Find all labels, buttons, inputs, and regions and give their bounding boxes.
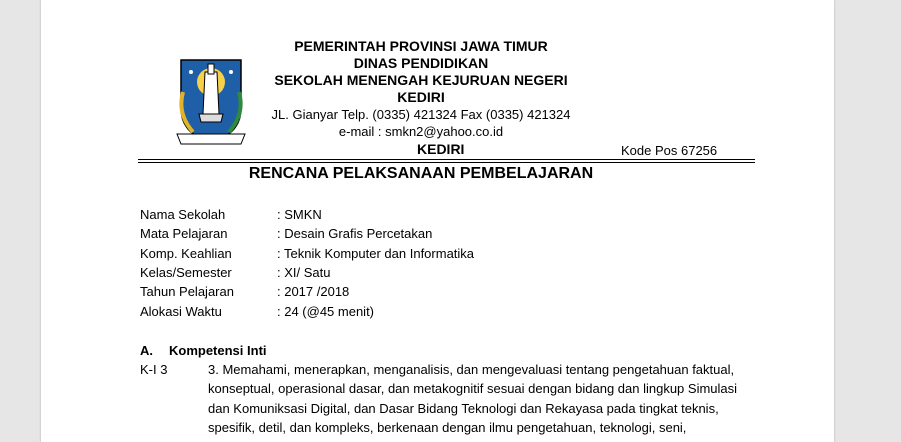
header-postal-code: Kode Pos 67256 <box>621 143 718 158</box>
identity-label: Komp. Keahlian <box>140 246 232 261</box>
header-divider-thick <box>138 159 755 160</box>
identity-value: : 24 (@45 menit) <box>277 304 375 319</box>
ki-text-line: spesifik, detil, dan kompleks, berkenaan dengan ilmu pengetahuan, teknologi, seni, <box>208 420 687 435</box>
header-city-footer: KEDIRI <box>417 141 465 157</box>
identity-value: : SMKN <box>277 207 322 222</box>
document-page <box>41 0 834 442</box>
identity-label: Tahun Pelajaran <box>140 284 234 299</box>
header-school-name: SEKOLAH MENENGAH KEJURUAN NEGERI <box>274 72 568 88</box>
header-divider-thin <box>138 162 755 163</box>
ki-text-line: dan Komuniksasi Digital, dan Dasar Bidang Teknologi dan Rekayasa pada tingkat teknis, <box>208 401 719 416</box>
section-title: Kompetensi Inti <box>169 343 267 358</box>
document-title: RENCANA PELAKSANAAN PEMBELAJARAN <box>248 165 594 182</box>
identity-label: Nama Sekolah <box>140 207 226 222</box>
header-department: DINAS PENDIDIKAN <box>353 55 489 71</box>
header-city: KEDIRI <box>397 89 445 105</box>
section-number: A. <box>140 343 153 358</box>
identity-value: : 2017 /2018 <box>277 284 350 299</box>
identity-value: : Teknik Komputer dan Informatika <box>277 246 475 261</box>
header-government: PEMERINTAH PROVINSI JAWA TIMUR <box>294 38 548 54</box>
ki-code-label: K-I 3 <box>140 362 168 377</box>
ki-text-line: konseptual, operasional dasar, dan metakognitif sesuai dengan bidang dan lingkup Simulasi <box>208 381 738 396</box>
identity-value: : Desain Grafis Percetakan <box>277 226 433 241</box>
ki-text-line: 3. Memahami, menerapkan, menganalisis, dan mengevaluasi tentang pengetahuan faktual, <box>208 362 735 377</box>
identity-value: : XI/ Satu <box>277 265 331 280</box>
identity-label: Kelas/Semester <box>140 265 232 280</box>
identity-label: Alokasi Waktu <box>140 304 222 319</box>
identity-label: Mata Pelajaran <box>140 226 228 241</box>
header-email: e-mail : smkn2@yahoo.co.id <box>338 124 504 139</box>
header-address: JL. Gianyar Telp. (0335) 421324 Fax (0335) 421324 <box>271 107 571 122</box>
